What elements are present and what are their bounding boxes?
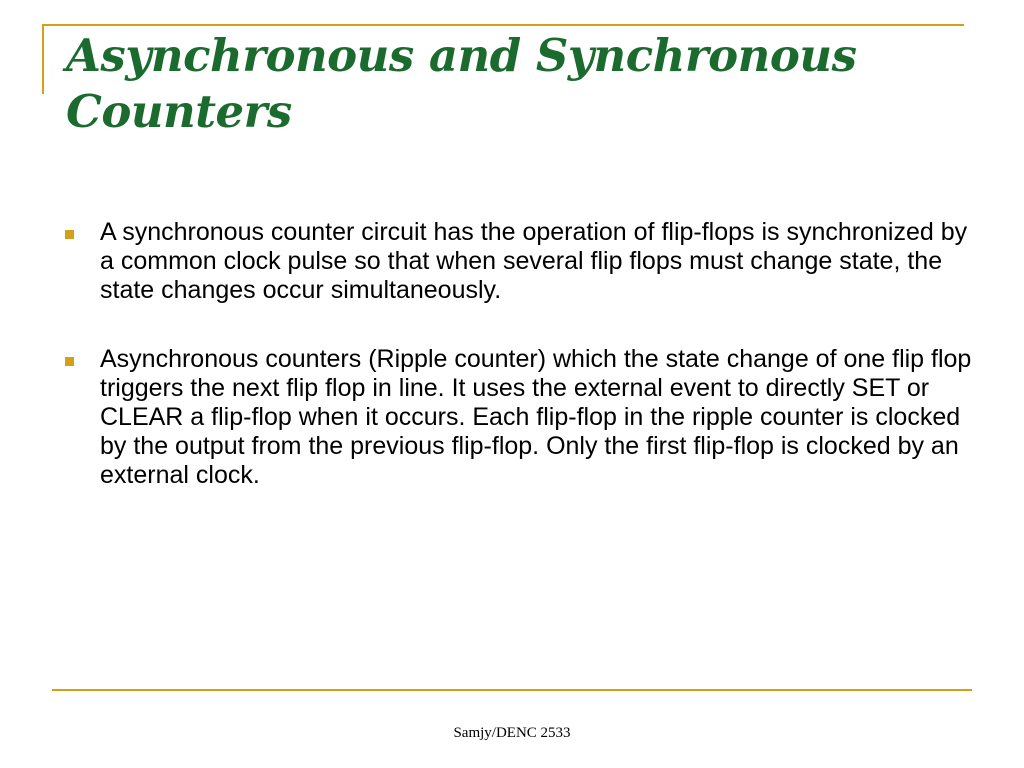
bullet-item-asynchronous [60, 345, 980, 490]
bullet-text: Asynchronous counters (Ripple counter) which the state change of one flip flop triggers the next flip flop in line. It uses the external event to directly SET or CLEAR a flip-flop when it occurs. Each flip-flop in the ripple counter is clocked by the output from the previous flip-flop. Only the first flip-flop is clocked by an external clock. [100, 345, 972, 489]
slide-title: Asynchronous and Synchronous Counters [66, 29, 857, 138]
bullet-text: A synchronous counter circuit has the operation of flip-flops is synchronized by a common clock pulse so that when several flip flops must change state, the state changes occur simultaneously. [100, 218, 968, 304]
bullet-list [60, 218, 980, 530]
top-accent-rule [42, 24, 964, 26]
left-accent-rule [42, 24, 44, 94]
square-bullet-icon [65, 357, 74, 366]
bottom-accent-rule [52, 689, 972, 691]
slide-footer: Samjy/DENC 2533 [453, 725, 571, 741]
square-bullet-icon [65, 230, 74, 239]
bullet-item-synchronous [60, 218, 980, 305]
